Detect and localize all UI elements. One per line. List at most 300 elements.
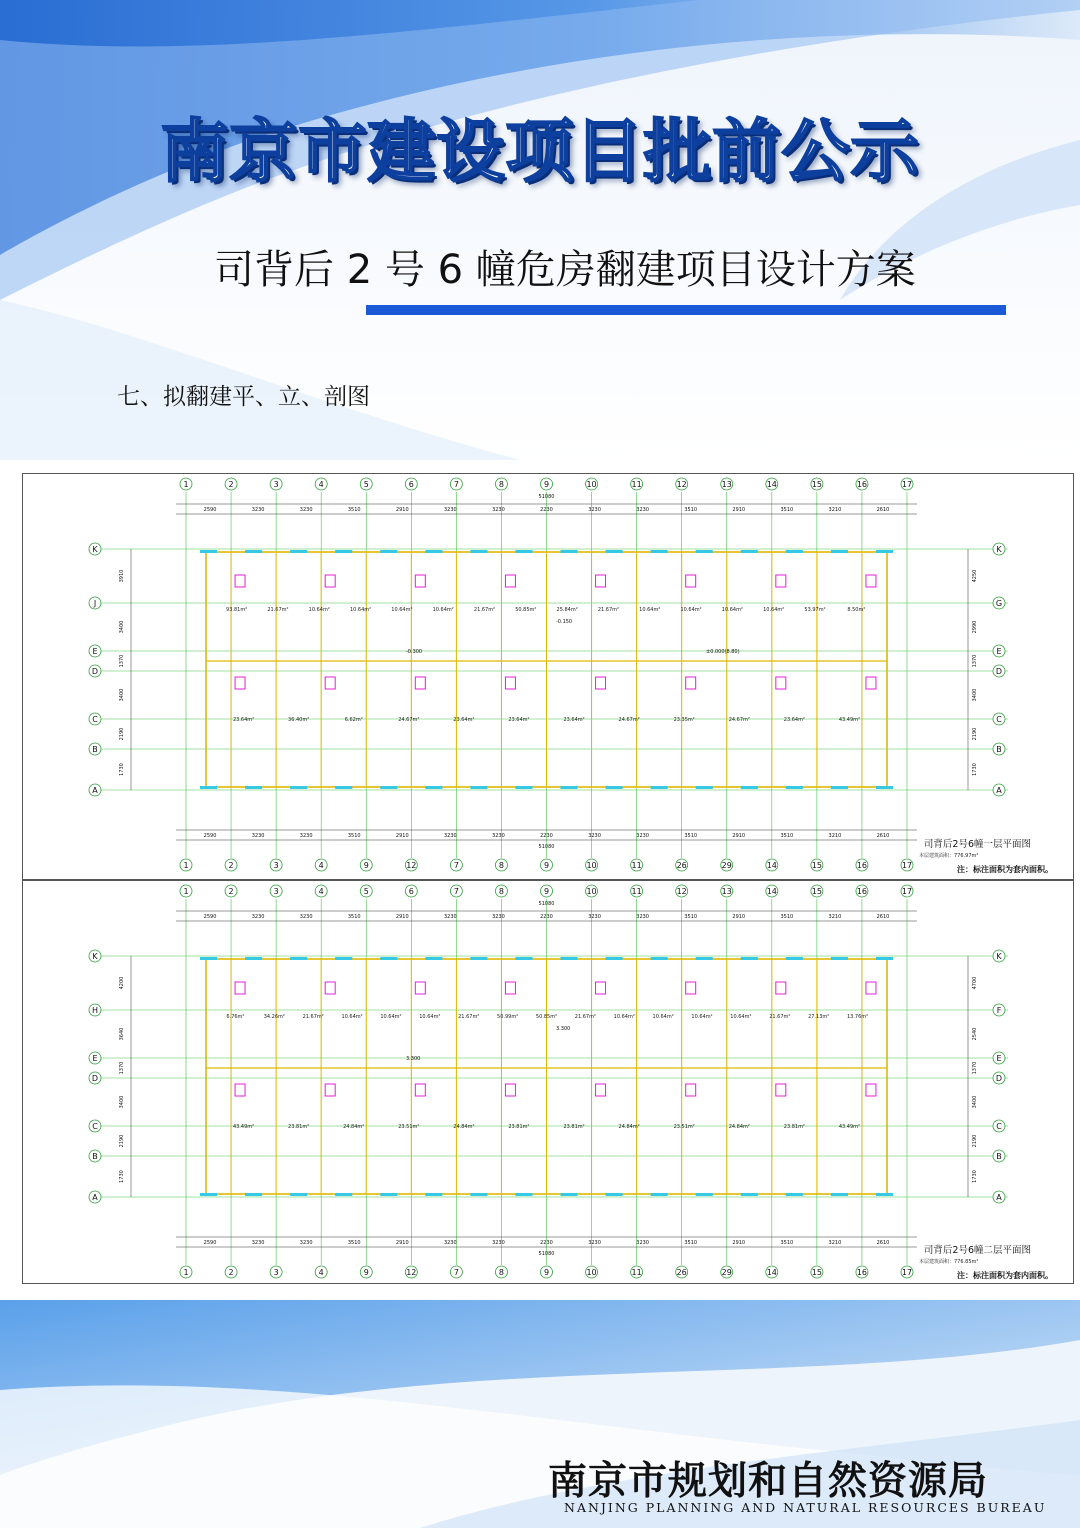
- dimension-label: 1730: [119, 1170, 125, 1183]
- dimension-label: 1370: [972, 654, 978, 668]
- axis-label: 14: [766, 1268, 777, 1277]
- window: [786, 957, 803, 960]
- room-area-label: 24.84m²: [618, 1124, 640, 1130]
- bathroom-fixture: [686, 982, 696, 994]
- room-area-label: 25.84m²: [556, 607, 578, 613]
- level-mark: ±0.000(8.80): [706, 649, 740, 655]
- axis-label: 26: [676, 861, 687, 870]
- floor-plan-1-drawing: [23, 474, 1073, 879]
- bathroom-fixture: [866, 575, 876, 587]
- axis-label: 3: [273, 480, 279, 489]
- bathroom-fixture: [505, 1084, 515, 1096]
- axis-label: 16: [856, 1268, 868, 1277]
- window: [335, 957, 352, 960]
- room-area-label: 21.67m²: [574, 1014, 596, 1020]
- axis-label: D: [995, 667, 1003, 676]
- window: [245, 957, 262, 960]
- dimension-label: 2540: [972, 1027, 978, 1041]
- axis-label: 29: [721, 1268, 732, 1277]
- dimension-label: 2910: [732, 507, 746, 513]
- axis-label: 15: [811, 1268, 822, 1277]
- axis-label: 9: [543, 887, 550, 896]
- window: [380, 1193, 397, 1196]
- dimension-label: 3400: [119, 620, 125, 634]
- bureau-name: 南京市规划和自然资源局: [548, 1458, 989, 1504]
- axis-label: 17: [901, 480, 913, 489]
- window: [380, 957, 397, 960]
- room-area-label: 93.81m²: [226, 607, 248, 613]
- bathroom-fixture: [596, 677, 606, 689]
- window: [515, 1193, 532, 1196]
- axis-label: 5: [363, 887, 369, 896]
- window: [786, 786, 803, 789]
- room-area-label: 23.81m²: [563, 1124, 585, 1130]
- axis-label: 4: [318, 1268, 324, 1277]
- axis-label: 2: [228, 480, 234, 489]
- bathroom-fixture: [415, 575, 425, 587]
- bathroom-fixture: [776, 1084, 786, 1096]
- dimension-label: 3510: [780, 833, 794, 839]
- window: [425, 786, 442, 789]
- window: [876, 786, 893, 789]
- bathroom-fixture: [596, 982, 606, 994]
- axis-label: D: [91, 667, 99, 676]
- level-mark: 3.300: [406, 1056, 421, 1062]
- window: [200, 957, 217, 960]
- bathroom-fixture: [866, 1084, 876, 1096]
- axis-label: H: [91, 1006, 99, 1015]
- room-area-label: 13.76m²: [846, 1014, 869, 1020]
- window: [651, 550, 668, 553]
- window: [425, 1193, 442, 1196]
- axis-label: B: [92, 745, 98, 754]
- dimension-label: 3640: [119, 1027, 125, 1041]
- dimension-label: 4250: [972, 569, 978, 583]
- total-dimension: 51080: [538, 901, 555, 907]
- dimension-label: 3230: [636, 507, 650, 513]
- room-area-label: 23.81m²: [288, 1124, 310, 1130]
- room-area-label: 43.49m²: [232, 1124, 255, 1130]
- dimension-label: 3400: [972, 688, 978, 702]
- room-area-label: 50.85m²: [515, 607, 537, 613]
- axis-label: 8: [498, 861, 504, 870]
- axis-label: 14: [766, 861, 777, 870]
- bathroom-fixture: [235, 1084, 245, 1096]
- dimension-label: 1730: [972, 763, 978, 776]
- window: [786, 550, 803, 553]
- axis-label: 9: [543, 480, 550, 489]
- dimension-label: 2230: [540, 914, 553, 920]
- dimension-label: 3230: [588, 914, 601, 920]
- axis-label: B: [996, 745, 1002, 754]
- bathroom-fixture: [505, 677, 515, 689]
- dimension-label: 2610: [876, 1240, 890, 1246]
- dimension-label: 2230: [540, 507, 553, 513]
- axis-label: 8: [498, 1268, 504, 1277]
- room-area-label: 10.64m²: [432, 607, 454, 613]
- room-area-label: 24.67m²: [728, 717, 750, 723]
- axis-label: 11: [631, 1268, 642, 1277]
- window: [245, 1193, 262, 1196]
- axis-label: J: [93, 599, 97, 608]
- axis-label: A: [996, 786, 1002, 795]
- window: [561, 550, 578, 553]
- axis-label: 16: [856, 861, 868, 870]
- bathroom-fixture: [235, 575, 245, 587]
- dimension-label: 1370: [972, 1061, 978, 1075]
- room-area-label: 23.51m²: [398, 1124, 420, 1130]
- window: [200, 786, 217, 789]
- dimension-label: 3400: [972, 1095, 978, 1109]
- dimension-label: 3230: [492, 507, 505, 513]
- bathroom-fixture: [415, 982, 425, 994]
- window: [470, 550, 487, 553]
- window: [741, 786, 758, 789]
- window: [831, 1193, 848, 1196]
- room-area-label: 21.67m²: [597, 607, 620, 613]
- dimension-label: 3400: [119, 1095, 125, 1109]
- window: [696, 550, 713, 553]
- window: [876, 550, 893, 553]
- window: [651, 786, 668, 789]
- dimension-label: 3230: [251, 914, 265, 920]
- room-area-label: 24.84m²: [728, 1124, 750, 1130]
- bathroom-fixture: [686, 1084, 696, 1096]
- axis-label: 15: [811, 480, 822, 489]
- axis-label: 7: [453, 480, 459, 489]
- dimension-label: 2590: [203, 914, 217, 920]
- bathroom-fixture: [415, 677, 425, 689]
- room-area-label: 24.67m²: [398, 717, 420, 723]
- window: [831, 786, 848, 789]
- dimension-label: 2610: [876, 833, 890, 839]
- total-dimension: 51080: [538, 1251, 555, 1257]
- bathroom-fixture: [686, 677, 696, 689]
- dimension-label: 3230: [588, 833, 601, 839]
- axis-label: F: [996, 1006, 1002, 1015]
- axis-label: A: [92, 786, 98, 795]
- axis-label: 12: [676, 887, 687, 896]
- dimension-label: 1370: [119, 654, 125, 668]
- dimension-label: 3510: [684, 1240, 698, 1246]
- dimension-label: 3510: [347, 833, 361, 839]
- axis-label: E: [996, 1054, 1002, 1063]
- window: [335, 550, 352, 553]
- dimension-label: 3230: [492, 833, 505, 839]
- window: [651, 1193, 668, 1196]
- bathroom-fixture: [686, 575, 696, 587]
- dimension-label: 3210: [828, 833, 842, 839]
- dimension-label: 3510: [347, 507, 361, 513]
- window: [515, 550, 532, 553]
- bathroom-fixture: [596, 575, 606, 587]
- axis-label: D: [995, 1074, 1003, 1083]
- axis-label: 6: [408, 887, 414, 896]
- dimension-label: 3230: [251, 507, 265, 513]
- axis-label: C: [996, 715, 1002, 724]
- axis-label: 4: [318, 480, 324, 489]
- plan-title: 司背后2号6幢二层平面图: [923, 1245, 1031, 1256]
- window: [741, 550, 758, 553]
- axis-label: K: [996, 545, 1002, 554]
- dimension-label: 2910: [395, 507, 409, 513]
- bathroom-fixture: [325, 982, 335, 994]
- plan-area-note: 本层建筑面积：776.85m²: [919, 1259, 979, 1265]
- bathroom-fixture: [325, 575, 335, 587]
- dimension-label: 3230: [492, 914, 505, 920]
- project-subtitle: 司背后 2 号 6 幢危房翻建项目设计方案: [214, 247, 916, 293]
- dimension-label: 3510: [780, 914, 794, 920]
- window: [245, 786, 262, 789]
- dimension-label: 2230: [540, 1240, 553, 1246]
- bathroom-fixture: [776, 677, 786, 689]
- room-area-label: 23.81m²: [508, 1124, 530, 1130]
- axis-label: 17: [901, 887, 913, 896]
- dimension-label: 3210: [828, 507, 842, 513]
- axis-label: E: [92, 1054, 98, 1063]
- dimension-label: 2190: [119, 727, 125, 741]
- window: [515, 786, 532, 789]
- axis-label: 9: [363, 861, 369, 870]
- axis-label: 12: [676, 480, 687, 489]
- subtitle-underline: [366, 305, 1006, 315]
- window: [290, 550, 307, 553]
- window: [606, 1193, 623, 1196]
- room-area-label: 34.26m²: [263, 1014, 285, 1020]
- total-dimension: 51080: [538, 844, 555, 850]
- dimension-label: 3230: [443, 914, 457, 920]
- room-area-label: 10.64m²: [341, 1014, 363, 1020]
- window: [515, 957, 532, 960]
- axis-label: B: [996, 1152, 1002, 1161]
- axis-label: 7: [453, 1268, 459, 1277]
- bathroom-fixture: [866, 677, 876, 689]
- dimension-label: 3230: [443, 507, 457, 513]
- window: [876, 1193, 893, 1196]
- window: [290, 786, 307, 789]
- page-title: 南京市建设项目批前公示: [160, 112, 920, 192]
- axis-label: 3: [273, 861, 279, 870]
- plan-title: 司背后2号6幢一层平面图: [923, 839, 1031, 850]
- axis-label: 15: [811, 861, 822, 870]
- dimension-label: 3230: [636, 914, 650, 920]
- room-area-label: 24.67m²: [618, 717, 640, 723]
- window: [561, 786, 578, 789]
- dimension-label: 2910: [732, 914, 746, 920]
- room-area-label: 50.85m²: [535, 1014, 558, 1020]
- axis-label: 14: [766, 887, 777, 896]
- room-area-label: 10.64m²: [419, 1014, 441, 1020]
- dimension-label: 3510: [347, 914, 361, 920]
- dimension-label: 2190: [119, 1134, 125, 1148]
- axis-label: 11: [631, 480, 642, 489]
- room-area-label: 24.84m²: [453, 1124, 475, 1130]
- dimension-label: 3230: [588, 1240, 601, 1246]
- window: [561, 1193, 578, 1196]
- dimension-label: 3910: [119, 569, 125, 583]
- dimension-label: 3510: [684, 914, 698, 920]
- dimension-label: 2190: [972, 1134, 978, 1148]
- bathroom-fixture: [415, 1084, 425, 1096]
- room-area-label: 27.13m²: [808, 1014, 830, 1020]
- axis-label: 4: [318, 861, 324, 870]
- axis-label: E: [92, 647, 98, 656]
- dimension-label: 2910: [732, 833, 746, 839]
- room-area-label: 10.64m²: [613, 1014, 635, 1020]
- room-area-label: 10.64m²: [380, 1014, 402, 1020]
- dimension-label: 3230: [299, 1240, 313, 1246]
- axis-label: D: [91, 1074, 99, 1083]
- room-area-label: 21.67m²: [458, 1014, 480, 1020]
- axis-label: 2: [228, 887, 234, 896]
- room-area-label: 23.64m²: [453, 717, 475, 723]
- dimension-label: 4200: [119, 976, 125, 990]
- window: [606, 550, 623, 553]
- window: [380, 786, 397, 789]
- bureau-name-english: NANJING PLANNING AND NATURAL RESOURCES BUREAU: [564, 1500, 1047, 1515]
- axis-label: 2: [228, 861, 234, 870]
- axis-label: 15: [811, 887, 822, 896]
- window: [290, 957, 307, 960]
- axis-label: 10: [586, 861, 597, 870]
- room-area-label: 23.64m²: [232, 717, 255, 723]
- window: [335, 1193, 352, 1196]
- room-area-label: 21.67m²: [769, 1014, 791, 1020]
- dimension-label: 3400: [119, 688, 125, 702]
- axis-label: 6: [408, 480, 414, 489]
- dimension-label: 3230: [299, 507, 313, 513]
- axis-label: 2: [228, 1268, 234, 1277]
- dimension-label: 3230: [299, 833, 313, 839]
- room-area-label: 10.64m²: [349, 607, 372, 613]
- axis-label: 10: [586, 1268, 597, 1277]
- axis-label: 7: [453, 887, 459, 896]
- window: [696, 786, 713, 789]
- dimension-label: 3230: [443, 1240, 457, 1246]
- axis-label: 1: [183, 480, 189, 489]
- axis-label: E: [996, 647, 1002, 656]
- dimension-label: 3230: [636, 833, 650, 839]
- dimension-label: 2910: [395, 1240, 409, 1246]
- room-area-label: 23.64m²: [563, 717, 585, 723]
- dimension-label: 3230: [299, 914, 313, 920]
- dimension-label: 3510: [684, 833, 698, 839]
- plan-area-note: 本层建筑面积：776.97m²: [919, 853, 979, 859]
- floor-plan-2: [22, 880, 1074, 1284]
- window: [606, 957, 623, 960]
- axis-label: 3: [273, 1268, 279, 1277]
- axis-label: A: [996, 1193, 1002, 1202]
- dimension-label: 2910: [395, 914, 409, 920]
- window: [831, 550, 848, 553]
- room-area-label: 6.76m²: [226, 1014, 245, 1020]
- axis-label: C: [996, 1122, 1002, 1131]
- dimension-label: 3230: [251, 833, 265, 839]
- window: [831, 957, 848, 960]
- axis-label: 16: [856, 887, 868, 896]
- axis-label: 3: [273, 887, 279, 896]
- room-area-label: 10.64m²: [652, 1014, 674, 1020]
- room-area-label: 21.67m²: [473, 607, 496, 613]
- room-area-label: 23.64m²: [783, 717, 805, 723]
- window: [741, 957, 758, 960]
- dimension-label: 1730: [119, 763, 125, 776]
- axis-label: K: [996, 952, 1002, 961]
- axis-label: 12: [406, 861, 417, 870]
- room-area-label: 23.81m²: [783, 1124, 805, 1130]
- axis-label: 10: [586, 887, 597, 896]
- window: [335, 786, 352, 789]
- room-area-label: 10.64m²: [691, 1014, 713, 1020]
- room-area-label: 10.64m²: [721, 607, 744, 613]
- section-heading: 七、拟翻建平、立、剖图: [117, 384, 370, 410]
- window: [200, 1193, 217, 1196]
- dimension-label: 3230: [492, 1240, 505, 1246]
- window: [561, 957, 578, 960]
- dimension-label: 2910: [395, 833, 409, 839]
- axis-label: 8: [498, 480, 504, 489]
- axis-label: B: [92, 1152, 98, 1161]
- dimension-label: 2190: [972, 727, 978, 741]
- room-area-label: 10.64m²: [639, 607, 661, 613]
- axis-label: 7: [453, 861, 459, 870]
- window: [741, 1193, 758, 1196]
- room-area-label: 10.64m²: [308, 607, 330, 613]
- axis-label: 12: [406, 1268, 417, 1277]
- axis-label: 17: [901, 861, 913, 870]
- axis-label: 16: [856, 480, 868, 489]
- window: [380, 550, 397, 553]
- axis-label: 13: [721, 887, 732, 896]
- dimension-label: 2230: [540, 833, 553, 839]
- window: [606, 786, 623, 789]
- axis-label: 11: [631, 887, 642, 896]
- room-area-label: 21.67m²: [267, 607, 289, 613]
- window: [470, 786, 487, 789]
- window: [696, 957, 713, 960]
- bathroom-fixture: [235, 982, 245, 994]
- level-mark: -0.150: [556, 619, 573, 625]
- window: [470, 957, 487, 960]
- room-area-label: 10.64m²: [730, 1014, 752, 1020]
- room-area-label: 50.99m²: [497, 1014, 519, 1020]
- dimension-label: 3230: [588, 507, 601, 513]
- room-area-label: 43.49m²: [838, 1124, 861, 1130]
- dimension-label: 2910: [732, 1240, 746, 1246]
- room-area-label: 21.67m²: [302, 1014, 324, 1020]
- dimension-label: 2610: [876, 507, 890, 513]
- axis-label: K: [92, 545, 98, 554]
- dimension-label: 2610: [876, 914, 890, 920]
- dimension-label: 3510: [347, 1240, 361, 1246]
- axis-label: K: [92, 952, 98, 961]
- window: [200, 550, 217, 553]
- plan-note: 注：标注面积为套内面积。: [957, 865, 1053, 874]
- window: [786, 1193, 803, 1196]
- axis-label: 17: [901, 1268, 913, 1277]
- axis-label: 8: [498, 887, 504, 896]
- axis-label: C: [92, 1122, 98, 1131]
- dimension-label: 3510: [780, 507, 794, 513]
- axis-label: 4: [318, 887, 324, 896]
- dimension-label: 3230: [443, 833, 457, 839]
- window: [290, 1193, 307, 1196]
- room-area-label: 23.64m²: [508, 717, 530, 723]
- dimension-label: 3230: [636, 1240, 650, 1246]
- bathroom-fixture: [505, 982, 515, 994]
- dimension-label: 3510: [684, 507, 698, 513]
- bathroom-fixture: [866, 982, 876, 994]
